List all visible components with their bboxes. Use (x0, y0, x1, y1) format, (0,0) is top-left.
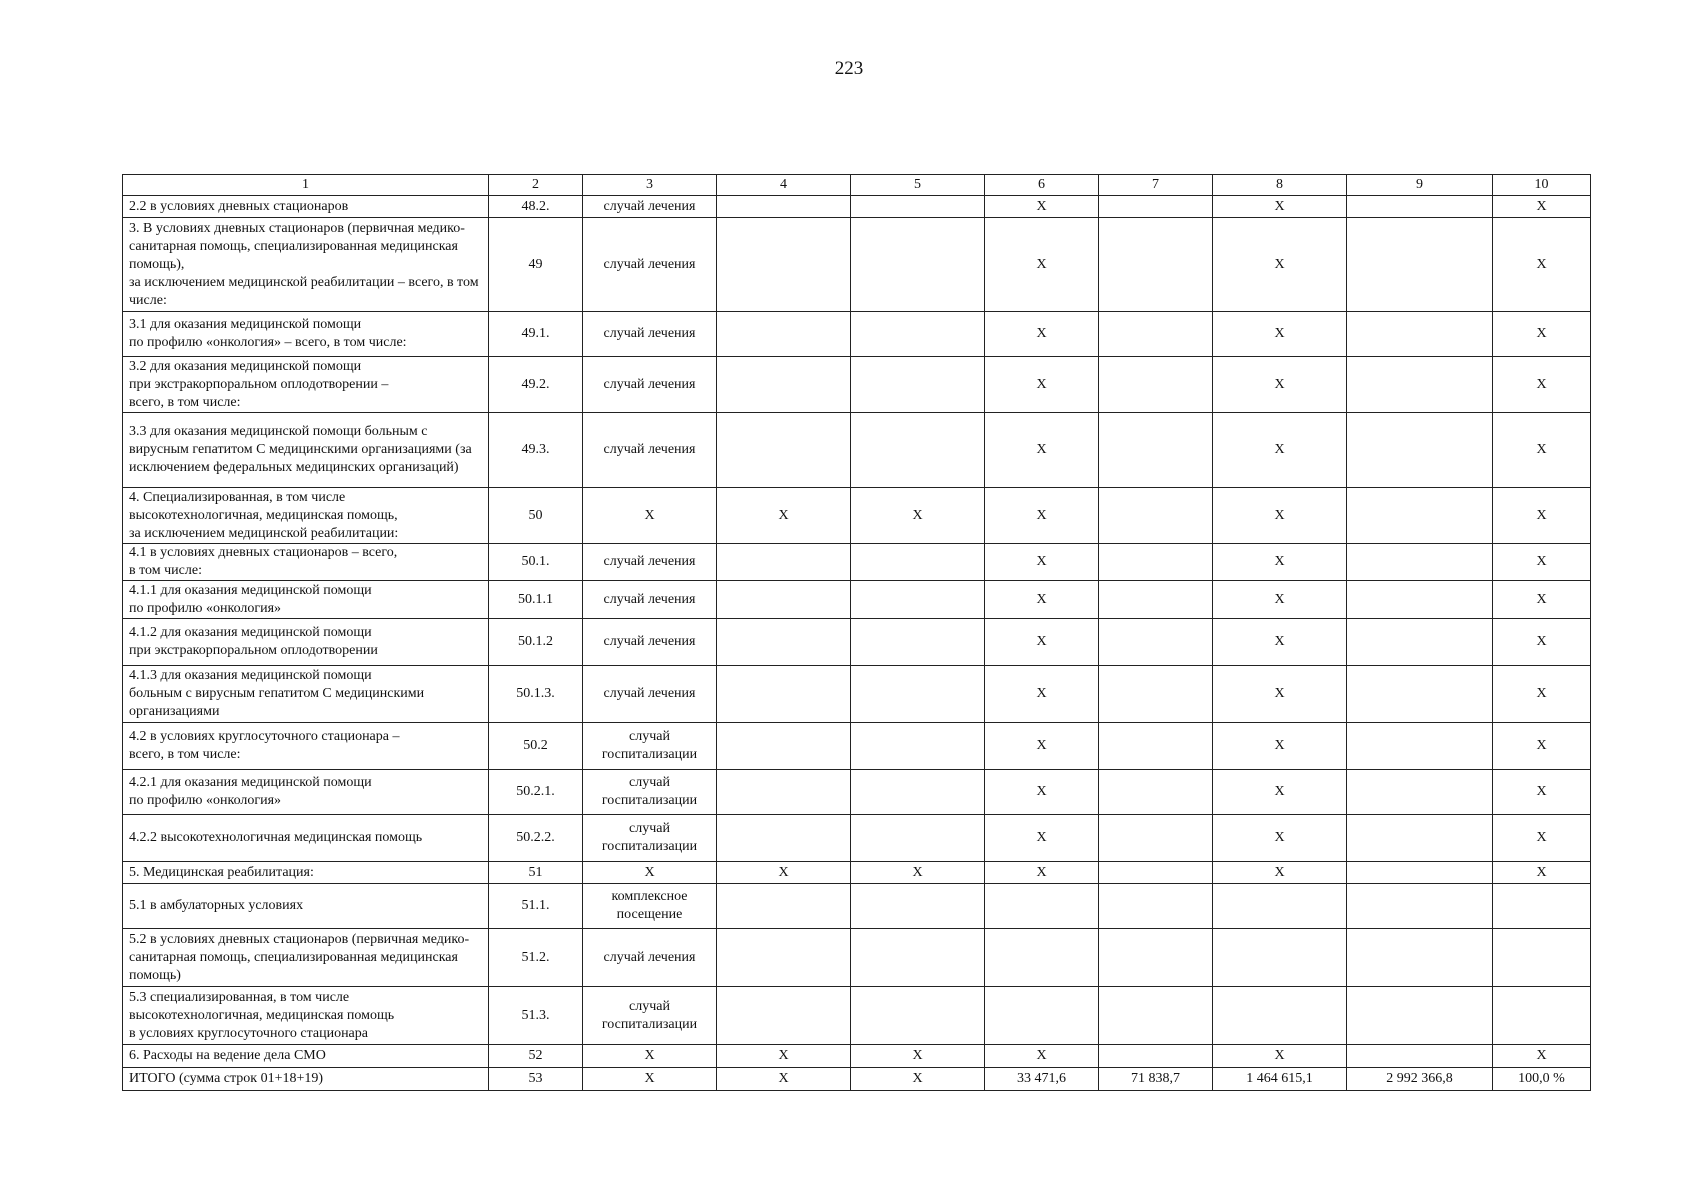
table-cell (1099, 218, 1213, 312)
row-label-cell: 3. В условиях дневных стационаров (первичная медико-санитарная помощь, специализированная медицинская помощь), за исключением медицинской реабилитации – всего, в том числе: (123, 218, 489, 312)
table-cell (717, 815, 851, 862)
table-cell: X (1493, 723, 1591, 770)
table-cell: 51.3. (489, 987, 583, 1045)
table-cell: X (1493, 488, 1591, 544)
table-cell (1347, 196, 1493, 218)
table-cell: 100,0 % (1493, 1068, 1591, 1091)
table-cell: X (1213, 619, 1347, 666)
table-cell: X (1493, 1045, 1591, 1068)
table-cell: 50.1.2 (489, 619, 583, 666)
table-cell: X (717, 862, 851, 884)
table-cell: 51.2. (489, 929, 583, 987)
table-cell (1099, 413, 1213, 488)
table-cell: случай госпитализации (583, 770, 717, 815)
table-row (123, 196, 1591, 218)
table-cell: X (1213, 862, 1347, 884)
table-row (123, 544, 1591, 581)
table-cell (1099, 666, 1213, 723)
header-cell: 10 (1493, 175, 1591, 196)
table-cell: 2 992 366,8 (1347, 1068, 1493, 1091)
table-cell: X (717, 1045, 851, 1068)
table-cell (1347, 929, 1493, 987)
table-row (123, 1068, 1591, 1091)
table-cell: X (1493, 581, 1591, 619)
header-cell: 3 (583, 175, 717, 196)
table-cell (1347, 488, 1493, 544)
table-cell (717, 357, 851, 413)
row-label-cell: 4.2.1 для оказания медицинской помощи по профилю «онкология» (123, 770, 489, 815)
table-cell: X (583, 1068, 717, 1091)
table-cell: X (1213, 357, 1347, 413)
table-row (123, 987, 1591, 1045)
table-cell (717, 196, 851, 218)
table-cell: X (985, 312, 1099, 357)
table-cell (1213, 884, 1347, 929)
table-cell (851, 666, 985, 723)
table-row (123, 1045, 1591, 1068)
table-cell (717, 929, 851, 987)
row-label-cell: 4.1.2 для оказания медицинской помощи при экстракорпоральном оплодотворении (123, 619, 489, 666)
table-cell (1099, 884, 1213, 929)
table-cell (1099, 581, 1213, 619)
row-label-cell: 3.2 для оказания медицинской помощи при экстракорпоральном оплодотворении – всего, в том числе: (123, 357, 489, 413)
table-cell: X (985, 218, 1099, 312)
table-cell (1213, 987, 1347, 1045)
table-row (123, 862, 1591, 884)
row-label-cell: ИТОГО (сумма строк 01+18+19) (123, 1068, 489, 1091)
table-cell: X (1213, 1045, 1347, 1068)
header-cell: 8 (1213, 175, 1347, 196)
table-cell: 49.1. (489, 312, 583, 357)
table-cell (1347, 357, 1493, 413)
table-cell: 50.1. (489, 544, 583, 581)
table-cell (851, 196, 985, 218)
table-cell (1347, 581, 1493, 619)
table-row (123, 884, 1591, 929)
table-cell (1347, 413, 1493, 488)
table-cell (1347, 666, 1493, 723)
table-cell: X (851, 1045, 985, 1068)
table-cell: X (1213, 312, 1347, 357)
table-cell (851, 544, 985, 581)
table-cell: 49 (489, 218, 583, 312)
table-cell: X (1213, 544, 1347, 581)
table-cell: X (985, 1045, 1099, 1068)
table-row (123, 357, 1591, 413)
table-cell: X (851, 862, 985, 884)
header-cell: 4 (717, 175, 851, 196)
row-label-cell: 5.2 в условиях дневных стационаров (первичная медико-санитарная помощь, специализированная медицинская помощь) (123, 929, 489, 987)
table-cell (851, 987, 985, 1045)
table-cell (717, 666, 851, 723)
table-cell (717, 581, 851, 619)
table-cell: X (1493, 218, 1591, 312)
table-cell: X (985, 862, 1099, 884)
table-cell: случай госпитализации (583, 987, 717, 1045)
row-label-cell: 4.2.2 высокотехнологичная медицинская помощь (123, 815, 489, 862)
row-label-cell: 3.1 для оказания медицинской помощи по профилю «онкология» – всего, в том числе: (123, 312, 489, 357)
table-cell: 49.3. (489, 413, 583, 488)
table-row (123, 581, 1591, 619)
table-row (123, 488, 1591, 544)
table-cell: X (985, 544, 1099, 581)
table-row (123, 619, 1591, 666)
table-row (123, 413, 1591, 488)
table-cell: X (1493, 357, 1591, 413)
table-cell: X (985, 357, 1099, 413)
table-cell (1213, 929, 1347, 987)
table-cell: X (985, 581, 1099, 619)
table-cell (851, 884, 985, 929)
table-cell: X (1493, 619, 1591, 666)
table-cell: X (985, 619, 1099, 666)
table-cell (851, 619, 985, 666)
table-cell: 49.2. (489, 357, 583, 413)
data-table (122, 174, 1591, 1091)
table-cell (717, 312, 851, 357)
table-cell: X (1213, 723, 1347, 770)
table-cell: X (985, 413, 1099, 488)
table-cell (1099, 1045, 1213, 1068)
table-cell: X (1213, 413, 1347, 488)
table-cell (1099, 312, 1213, 357)
table-cell (851, 357, 985, 413)
table-cell (851, 218, 985, 312)
row-label-cell: 3.3 для оказания медицинской помощи больным с вирусным гепатитом С медицинскими организациями (за исключением федеральных медицинских организаций) (123, 413, 489, 488)
table-cell: X (985, 815, 1099, 862)
table-cell: 50.1.1 (489, 581, 583, 619)
table-cell (985, 987, 1099, 1045)
table-cell (1493, 929, 1591, 987)
table-cell (1347, 987, 1493, 1045)
row-label-cell: 2.2 в условиях дневных стационаров (123, 196, 489, 218)
table-cell: X (1493, 312, 1591, 357)
table-cell: X (717, 488, 851, 544)
table-cell: X (583, 862, 717, 884)
table-cell: 51 (489, 862, 583, 884)
table-cell (1099, 196, 1213, 218)
table-cell (851, 929, 985, 987)
table-cell (851, 723, 985, 770)
table-cell: случай лечения (583, 413, 717, 488)
table-cell: случай лечения (583, 619, 717, 666)
header-cell: 7 (1099, 175, 1213, 196)
table-row (123, 815, 1591, 862)
table-cell: случай госпитализации (583, 723, 717, 770)
table-cell: 71 838,7 (1099, 1068, 1213, 1091)
table-cell (717, 987, 851, 1045)
table-cell: случай лечения (583, 357, 717, 413)
table-cell: X (583, 1045, 717, 1068)
table-cell (717, 544, 851, 581)
table-cell (1347, 218, 1493, 312)
table-cell (851, 413, 985, 488)
table-cell: 1 464 615,1 (1213, 1068, 1347, 1091)
row-label-cell: 5.1 в амбулаторных условиях (123, 884, 489, 929)
table-cell (851, 770, 985, 815)
table-cell (851, 312, 985, 357)
table-cell (1099, 488, 1213, 544)
table-cell: 50.2.1. (489, 770, 583, 815)
row-label-cell: 4.1 в условиях дневных стационаров – всего, в том числе: (123, 544, 489, 581)
row-label-cell: 5.3 специализированная, в том числе высокотехнологичная, медицинская помощь в условиях круглосуточного стационара (123, 987, 489, 1045)
table-cell (1347, 544, 1493, 581)
table-cell: X (985, 196, 1099, 218)
table-row (123, 929, 1591, 987)
header-cell: 6 (985, 175, 1099, 196)
table-cell (1347, 770, 1493, 815)
table-cell: X (1493, 815, 1591, 862)
table-cell: 50.2.2. (489, 815, 583, 862)
table-cell: X (1213, 815, 1347, 862)
table-cell: случай лечения (583, 218, 717, 312)
table-row (123, 770, 1591, 815)
row-label-cell: 4. Специализированная, в том числе высокотехнологичная, медицинская помощь, за исключением медицинской реабилитации: (123, 488, 489, 544)
table-cell: X (1213, 666, 1347, 723)
table-cell: случай госпитализации (583, 815, 717, 862)
table-cell: 52 (489, 1045, 583, 1068)
table-cell (1347, 884, 1493, 929)
table-cell (1347, 862, 1493, 884)
table-cell: X (583, 488, 717, 544)
row-label-cell: 4.1.3 для оказания медицинской помощи больным с вирусным гепатитом С медицинскими организациями (123, 666, 489, 723)
header-cell: 2 (489, 175, 583, 196)
table-cell: X (985, 488, 1099, 544)
table-cell: 48.2. (489, 196, 583, 218)
row-label-cell: 4.1.1 для оказания медицинской помощи по профилю «онкология» (123, 581, 489, 619)
table-cell: X (1493, 413, 1591, 488)
row-label-cell: 4.2 в условиях круглосуточного стационара – всего, в том числе: (123, 723, 489, 770)
table-cell (851, 815, 985, 862)
page-number: 223 (834, 58, 864, 79)
table-cell (985, 884, 1099, 929)
table-cell: 50 (489, 488, 583, 544)
table-cell (1347, 1045, 1493, 1068)
row-label-cell: 5. Медицинская реабилитация: (123, 862, 489, 884)
table-cell: 33 471,6 (985, 1068, 1099, 1091)
table-cell: X (1493, 196, 1591, 218)
table-cell: X (851, 1068, 985, 1091)
table-cell (1099, 862, 1213, 884)
table-cell (1099, 929, 1213, 987)
table-cell (1099, 770, 1213, 815)
table-cell: 51.1. (489, 884, 583, 929)
table-cell: X (1493, 862, 1591, 884)
table-cell (717, 218, 851, 312)
table-cell (1099, 619, 1213, 666)
table-cell: 50.1.3. (489, 666, 583, 723)
table-cell: 50.2 (489, 723, 583, 770)
header-cell: 1 (123, 175, 489, 196)
row-label-cell: 6. Расходы на ведение дела СМО (123, 1045, 489, 1068)
header-cell: 5 (851, 175, 985, 196)
column-number-header (123, 175, 1591, 196)
table-cell (1347, 312, 1493, 357)
table-cell (717, 619, 851, 666)
table-cell (1099, 357, 1213, 413)
table-cell: X (1213, 770, 1347, 815)
table-cell: 53 (489, 1068, 583, 1091)
table-cell: X (1493, 544, 1591, 581)
table-cell: X (1493, 770, 1591, 815)
table-row (123, 218, 1591, 312)
table-cell: случай лечения (583, 581, 717, 619)
table-cell: X (1493, 666, 1591, 723)
table-cell (717, 884, 851, 929)
table-cell (1347, 723, 1493, 770)
table-cell (717, 413, 851, 488)
table-cell (1099, 723, 1213, 770)
table-cell: случай лечения (583, 544, 717, 581)
table-cell (1493, 987, 1591, 1045)
table-cell: X (717, 1068, 851, 1091)
table-row (123, 723, 1591, 770)
table-cell (851, 581, 985, 619)
table-cell: случай лечения (583, 666, 717, 723)
table-cell: случай лечения (583, 312, 717, 357)
table-cell: X (1213, 218, 1347, 312)
table-row (123, 312, 1591, 357)
table-cell: X (985, 770, 1099, 815)
table-cell: комплексное посещение (583, 884, 717, 929)
table-cell (1347, 619, 1493, 666)
table-cell: случай лечения (583, 196, 717, 218)
table-cell: X (1213, 196, 1347, 218)
table-cell (717, 723, 851, 770)
table-cell: случай лечения (583, 929, 717, 987)
table-cell (1347, 815, 1493, 862)
table-cell: X (985, 723, 1099, 770)
header-cell: 9 (1347, 175, 1493, 196)
table-cell (1099, 815, 1213, 862)
table-cell (1493, 884, 1591, 929)
table-cell (717, 770, 851, 815)
table-cell: X (1213, 581, 1347, 619)
table-cell (985, 929, 1099, 987)
table-body (123, 175, 1591, 1091)
table-cell: X (1213, 488, 1347, 544)
table-cell: X (851, 488, 985, 544)
table-cell (1099, 987, 1213, 1045)
table-cell (1099, 544, 1213, 581)
table-row (123, 666, 1591, 723)
table-cell: X (985, 666, 1099, 723)
